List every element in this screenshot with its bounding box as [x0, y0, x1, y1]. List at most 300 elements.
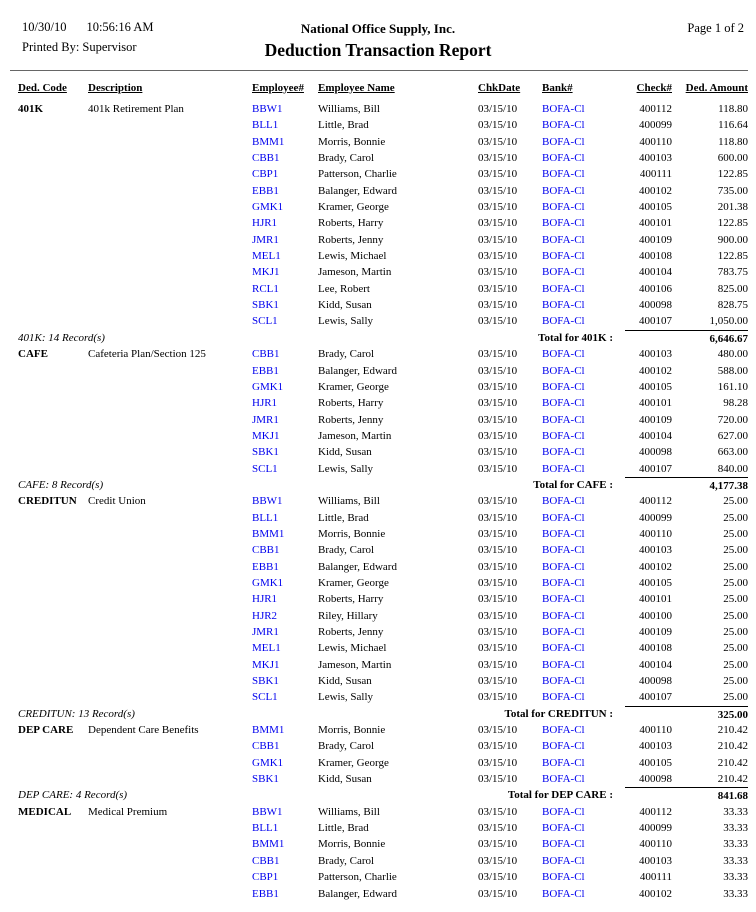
check-number-cell: 400102	[639, 887, 672, 900]
ded-code-cell	[18, 689, 88, 705]
chkdate-cell: 03/15/10	[478, 233, 518, 246]
table-row	[18, 412, 748, 428]
header-center	[0, 0, 756, 61]
employee-code-link[interactable]: BMM1	[252, 838, 285, 851]
ded-code-cell	[18, 183, 88, 199]
employee-name-cell: Kramer, George	[318, 380, 389, 393]
employee-code-link[interactable]: BLL1	[252, 119, 279, 132]
table-row	[18, 640, 748, 656]
employee-name-cell: Roberts, Harry	[318, 397, 384, 410]
check-number-cell: 400100	[639, 609, 672, 622]
bank-code-link[interactable]: BOFA-Cl	[542, 413, 585, 426]
bank-code-link[interactable]: BOFA-Cl	[542, 626, 585, 638]
employee-name-cell: Brady, Carol	[318, 740, 375, 753]
employee-code-link[interactable]: BBW1	[252, 495, 283, 508]
print-time: 10:56:16 AM	[86, 20, 154, 34]
bank-code-link[interactable]: BOFA-Cl	[542, 560, 585, 573]
printed-by: Printed By: Supervisor	[22, 40, 137, 54]
check-number-cell: 400098	[639, 773, 672, 786]
chkdate-cell: 03/15/10	[478, 805, 518, 818]
employee-name-cell: Williams, Bill	[318, 103, 380, 115]
description-cell	[88, 673, 252, 689]
description-cell	[88, 117, 252, 133]
check-number-cell: 400099	[639, 119, 672, 132]
employee-name-cell: Little, Brad	[318, 822, 369, 835]
chkdate-cell: 03/15/10	[478, 462, 518, 475]
table-row	[18, 264, 748, 280]
description-cell	[88, 542, 252, 558]
table-row	[18, 869, 748, 885]
table-row	[18, 346, 748, 362]
bank-code-link[interactable]: BOFA-Cl	[542, 544, 585, 557]
employee-name-cell: Lewis, Michael	[318, 642, 387, 655]
section-total-amount: 4,177.38	[625, 477, 748, 493]
description-cell	[88, 624, 252, 640]
employee-code-link[interactable]: SBK1	[252, 773, 279, 786]
employee-code-link[interactable]: JMR1	[252, 626, 279, 638]
check-number-cell: 400102	[639, 560, 672, 573]
bank-code-link[interactable]: BOFA-Cl	[542, 805, 585, 818]
report-title: Deduction Transaction Report	[264, 40, 492, 60]
column-header-ded-code: Ded. Code	[18, 82, 67, 94]
employee-code-link[interactable]: BMM1	[252, 135, 285, 148]
amount-cell: 118.80	[718, 135, 748, 148]
table-row	[18, 820, 748, 836]
table-row	[18, 134, 748, 150]
employee-code-link[interactable]: MEL1	[252, 642, 281, 655]
bank-code-link[interactable]: BOFA-Cl	[542, 511, 585, 524]
check-number-cell: 400111	[639, 168, 672, 181]
employee-code-link[interactable]: HJR2	[252, 609, 278, 622]
description-cell	[88, 379, 252, 395]
section-total-amount: 325.00	[625, 706, 748, 722]
employee-name-cell: Balanger, Edward	[318, 184, 397, 197]
employee-code-link[interactable]: BBW1	[252, 805, 283, 818]
chkdate-cell: 03/15/10	[478, 266, 518, 279]
check-number-cell: 400099	[639, 822, 672, 835]
amount-cell: 122.85	[717, 168, 748, 181]
ded-code-cell	[18, 836, 88, 852]
check-number-cell: 400099	[639, 511, 672, 524]
amount-cell: 210.42	[717, 756, 748, 769]
section-summary-row	[18, 330, 748, 346]
description-cell	[88, 412, 252, 428]
bank-code-link[interactable]: BOFA-Cl	[542, 446, 585, 459]
employee-name-cell: Kramer, George	[318, 576, 389, 589]
amount-cell: 210.42	[717, 724, 748, 737]
employee-name-cell: Kidd, Susan	[318, 675, 372, 688]
amount-cell: 735.00	[717, 184, 748, 197]
employee-name-cell: Lewis, Michael	[318, 250, 387, 263]
section-summary-row	[18, 787, 748, 803]
ded-code-cell	[18, 542, 88, 558]
amount-cell: 201.38	[717, 201, 748, 214]
employee-name-cell: Jameson, Martin	[318, 266, 392, 279]
amount-cell: 25.00	[723, 642, 748, 655]
check-number-cell: 400112	[639, 495, 672, 508]
check-number-cell: 400110	[639, 724, 672, 737]
ded-code-cell	[18, 166, 88, 182]
description-cell	[88, 150, 252, 166]
description-cell	[88, 461, 252, 477]
check-number-cell: 400109	[639, 413, 672, 426]
employee-code-link[interactable]: CBP1	[252, 871, 279, 884]
bank-code-link[interactable]: BOFA-Cl	[542, 168, 585, 181]
bank-code-link[interactable]: BOFA-Cl	[542, 854, 585, 867]
description-cell	[88, 281, 252, 297]
record-count-label: CAFE: 8 Record(s)	[18, 478, 104, 491]
bank-code-link[interactable]: BOFA-Cl	[542, 756, 585, 769]
chkdate-cell: 03/15/10	[478, 250, 518, 263]
ded-code-cell	[18, 444, 88, 460]
employee-code-link[interactable]: GMK1	[252, 380, 284, 393]
table-row	[18, 117, 748, 133]
employee-code-link[interactable]: MKJ1	[252, 266, 280, 279]
bank-code-link[interactable]: BOFA-Cl	[542, 201, 585, 214]
employee-name-cell: Jameson, Martin	[318, 429, 392, 442]
description-cell	[88, 869, 252, 885]
description-cell	[88, 363, 252, 379]
bank-code-link[interactable]: BOFA-Cl	[542, 233, 585, 246]
employee-name-cell: Patterson, Charlie	[318, 168, 397, 181]
table-row	[18, 281, 748, 297]
table-row	[18, 608, 748, 624]
employee-code-link[interactable]: HJR1	[252, 217, 278, 230]
check-number-cell: 400103	[639, 854, 672, 867]
check-number-cell: 400103	[639, 544, 672, 557]
description-cell	[88, 559, 252, 575]
bank-code-link[interactable]: BOFA-Cl	[542, 691, 585, 704]
record-count-label: CREDITUN: 13 Record(s)	[18, 707, 135, 720]
bank-code-link[interactable]: BOFA-Cl	[542, 576, 585, 589]
ded-code-cell	[18, 264, 88, 280]
bank-code-link[interactable]: BOFA-Cl	[542, 462, 585, 475]
employee-code-link[interactable]: JMR1	[252, 233, 279, 246]
bank-code-link[interactable]: BOFA-Cl	[542, 152, 585, 165]
chkdate-cell: 03/15/10	[478, 560, 518, 573]
chkdate-cell: 03/15/10	[478, 119, 518, 132]
table-row	[18, 232, 748, 248]
employee-code-link[interactable]: MKJ1	[252, 429, 280, 442]
employee-name-cell: Roberts, Jenny	[318, 626, 384, 638]
chkdate-cell: 03/15/10	[478, 838, 518, 851]
chkdate-cell: 03/15/10	[478, 299, 518, 312]
bank-code-link[interactable]: BOFA-Cl	[542, 838, 585, 851]
bank-code-link[interactable]: BOFA-Cl	[542, 315, 585, 328]
bank-code-link[interactable]: BOFA-Cl	[542, 266, 585, 279]
description-cell	[88, 395, 252, 411]
employee-code-link[interactable]: BLL1	[252, 511, 279, 524]
bank-code-link[interactable]: BOFA-Cl	[542, 119, 585, 132]
bank-code-link[interactable]: BOFA-Cl	[542, 217, 585, 230]
check-number-cell: 400101	[639, 593, 672, 606]
ded-code-cell	[18, 738, 88, 754]
check-number-cell: 400098	[639, 446, 672, 459]
description-cell	[88, 657, 252, 673]
bank-code-link[interactable]: BOFA-Cl	[542, 740, 585, 753]
check-number-cell: 400104	[639, 658, 672, 671]
employee-code-link[interactable]: MKJ1	[252, 658, 280, 671]
check-number-cell: 400103	[639, 348, 672, 361]
chkdate-cell: 03/15/10	[478, 756, 518, 769]
employee-name-cell: Roberts, Jenny	[318, 413, 384, 426]
column-header-chkdate: ChkDate	[478, 82, 521, 94]
amount-cell: 25.00	[723, 626, 748, 638]
chkdate-cell: 03/15/10	[478, 887, 518, 900]
bank-code-link[interactable]: BOFA-Cl	[542, 887, 585, 900]
chkdate-cell: 03/15/10	[478, 282, 518, 295]
check-number-cell: 400109	[639, 233, 672, 246]
table-row	[18, 379, 748, 395]
bank-code-link[interactable]: BOFA-Cl	[542, 822, 585, 835]
employee-name-cell: Balanger, Edward	[318, 887, 397, 900]
employee-code-link[interactable]: HJR1	[252, 397, 278, 410]
employee-code-link[interactable]: CBB1	[252, 544, 280, 557]
table-row	[18, 183, 748, 199]
description-cell: Cafeteria Plan/Section 125	[88, 348, 206, 361]
chkdate-cell: 03/15/10	[478, 135, 518, 148]
employee-code-link[interactable]: SCL1	[252, 462, 278, 475]
check-number-cell: 400110	[639, 135, 672, 148]
ded-code-cell	[18, 412, 88, 428]
amount-cell: 25.00	[723, 527, 748, 540]
bank-code-link[interactable]: BOFA-Cl	[542, 103, 585, 115]
ded-code-cell	[18, 657, 88, 673]
employee-name-cell: Lee, Robert	[318, 282, 370, 295]
employee-name-cell: Lewis, Sally	[318, 691, 373, 704]
header-rule	[10, 70, 748, 71]
chkdate-cell: 03/15/10	[478, 348, 518, 361]
ded-code-cell	[18, 771, 88, 787]
employee-code-link[interactable]: MEL1	[252, 250, 281, 263]
table-row	[18, 248, 748, 264]
bank-code-link[interactable]: BOFA-Cl	[542, 184, 585, 197]
employee-code-link[interactable]: JMR1	[252, 413, 279, 426]
employee-code-link[interactable]: BBW1	[252, 103, 283, 115]
employee-code-link[interactable]: GMK1	[252, 756, 284, 769]
ded-code-cell	[18, 134, 88, 150]
table-row	[18, 886, 748, 902]
table-row	[18, 166, 748, 182]
chkdate-cell: 03/15/10	[478, 168, 518, 181]
bank-code-link[interactable]: BOFA-Cl	[542, 348, 585, 361]
employee-code-link[interactable]: EBB1	[252, 364, 279, 377]
bank-code-link[interactable]: BOFA-Cl	[542, 397, 585, 410]
ded-code-cell	[18, 297, 88, 313]
check-number-cell: 400105	[639, 380, 672, 393]
amount-cell: 1,050.00	[709, 315, 748, 328]
ded-code-cell	[18, 591, 88, 607]
chkdate-cell: 03/15/10	[478, 397, 518, 410]
amount-cell: 480.00	[717, 348, 748, 361]
ded-code-cell	[18, 608, 88, 624]
check-number-cell: 400108	[639, 642, 672, 655]
bank-code-link[interactable]: BOFA-Cl	[542, 675, 585, 688]
employee-name-cell: Balanger, Edward	[318, 560, 397, 573]
employee-code-link[interactable]: HJR1	[252, 593, 278, 606]
description-cell	[88, 575, 252, 591]
ded-code-cell	[18, 853, 88, 869]
employee-code-link[interactable]: CBB1	[252, 348, 280, 361]
description-cell	[88, 689, 252, 705]
bank-code-link[interactable]: BOFA-Cl	[542, 773, 585, 786]
bank-code-link[interactable]: BOFA-Cl	[542, 250, 585, 263]
bank-code-link[interactable]: BOFA-Cl	[542, 429, 585, 442]
employee-code-link[interactable]: SCL1	[252, 315, 278, 328]
bank-code-link[interactable]: BOFA-Cl	[542, 658, 585, 671]
employee-code-link[interactable]: CBP1	[252, 168, 279, 181]
description-cell	[88, 853, 252, 869]
chkdate-cell: 03/15/10	[478, 626, 518, 638]
description-cell	[88, 215, 252, 231]
amount-cell: 210.42	[717, 773, 748, 786]
check-number-cell: 400109	[639, 626, 672, 638]
employee-code-link[interactable]: CBB1	[252, 152, 280, 165]
column-header-employee-name: Employee Name	[318, 82, 395, 94]
bank-code-link[interactable]: BOFA-Cl	[542, 282, 585, 295]
ded-code-cell: CAFE	[18, 348, 48, 361]
chkdate-cell: 03/15/10	[478, 184, 518, 197]
chkdate-cell: 03/15/10	[478, 217, 518, 230]
bank-code-link[interactable]: BOFA-Cl	[542, 593, 585, 606]
table-row	[18, 510, 748, 526]
table-row	[18, 673, 748, 689]
ded-code-cell	[18, 755, 88, 771]
description-cell: Dependent Care Benefits	[88, 724, 199, 737]
employee-name-cell: Roberts, Harry	[318, 217, 384, 230]
bank-code-link[interactable]: BOFA-Cl	[542, 642, 585, 655]
employee-code-link[interactable]: BMM1	[252, 724, 285, 737]
chkdate-cell: 03/15/10	[478, 724, 518, 737]
employee-code-link[interactable]: BLL1	[252, 822, 279, 835]
employee-code-link[interactable]: GMK1	[252, 201, 284, 214]
amount-cell: 663.00	[717, 446, 748, 459]
table-row	[18, 199, 748, 215]
amount-cell: 161.10	[717, 380, 748, 393]
chkdate-cell: 03/15/10	[478, 675, 518, 688]
ded-code-cell	[18, 150, 88, 166]
description-cell	[88, 755, 252, 771]
ded-code-cell: CREDITUN	[18, 495, 77, 508]
table-row	[18, 804, 748, 820]
employee-code-link[interactable]: EBB1	[252, 560, 279, 573]
check-number-cell: 400107	[639, 691, 672, 704]
bank-code-link[interactable]: BOFA-Cl	[542, 724, 585, 737]
check-number-cell: 400103	[639, 740, 672, 753]
check-number-cell: 400110	[639, 527, 672, 540]
chkdate-cell: 03/15/10	[478, 773, 518, 786]
bank-code-link[interactable]: BOFA-Cl	[542, 299, 585, 312]
chkdate-cell: 03/15/10	[478, 380, 518, 393]
ded-code-cell: MEDICAL	[18, 805, 72, 818]
amount-cell: 25.00	[723, 544, 748, 557]
description-cell	[88, 510, 252, 526]
employee-code-link[interactable]: EBB1	[252, 887, 279, 900]
table-row	[18, 559, 748, 575]
description-cell: 401k Retirement Plan	[88, 103, 184, 115]
bank-code-link[interactable]: BOFA-Cl	[542, 609, 585, 622]
employee-code-link[interactable]: SCL1	[252, 691, 278, 704]
ded-code-cell	[18, 640, 88, 656]
employee-name-cell: Brady, Carol	[318, 348, 375, 361]
bank-code-link[interactable]: BOFA-Cl	[542, 527, 585, 540]
table-row	[18, 575, 748, 591]
check-number-cell: 400104	[639, 266, 672, 279]
table-row	[18, 591, 748, 607]
table-row	[18, 755, 748, 771]
company-name: National Office Supply, Inc.	[300, 21, 456, 36]
table-row	[18, 461, 748, 477]
chkdate-cell: 03/15/10	[478, 871, 518, 884]
employee-code-link[interactable]: RCL1	[252, 282, 279, 295]
table-row	[18, 428, 748, 444]
description-cell	[88, 183, 252, 199]
section-summary-row	[18, 706, 748, 722]
amount-cell: 828.75	[717, 299, 748, 312]
section-total-label: Total for CAFE :	[533, 478, 613, 491]
employee-code-link[interactable]: CBB1	[252, 854, 280, 867]
employee-name-cell: Williams, Bill	[318, 805, 380, 818]
employee-name-cell: Little, Brad	[318, 511, 369, 524]
column-header-description: Description	[88, 82, 143, 94]
description-cell	[88, 313, 252, 329]
table-row	[18, 738, 748, 754]
ded-code-cell	[18, 363, 88, 379]
bank-code-link[interactable]: BOFA-Cl	[542, 364, 585, 377]
ded-code-cell	[18, 624, 88, 640]
bank-code-link[interactable]: BOFA-Cl	[542, 495, 585, 508]
employee-name-cell: Kramer, George	[318, 756, 389, 769]
employee-name-cell: Little, Brad	[318, 119, 369, 132]
check-number-cell: 400098	[639, 675, 672, 688]
bank-code-link[interactable]: BOFA-Cl	[542, 380, 585, 393]
bank-code-link[interactable]: BOFA-Cl	[542, 871, 585, 884]
amount-cell: 25.00	[723, 675, 748, 688]
check-number-cell: 400107	[639, 462, 672, 475]
ded-code-cell	[18, 510, 88, 526]
employee-name-cell: Jameson, Martin	[318, 658, 392, 671]
amount-cell: 33.33	[723, 822, 748, 835]
description-cell	[88, 771, 252, 787]
employee-code-link[interactable]: BMM1	[252, 527, 285, 540]
ded-code-cell	[18, 199, 88, 215]
print-date: 10/30/10	[22, 20, 67, 34]
table-row	[18, 624, 748, 640]
ded-code-cell	[18, 575, 88, 591]
check-number-cell: 400106	[639, 282, 672, 295]
employee-code-link[interactable]: EBB1	[252, 184, 279, 197]
check-number-cell: 400105	[639, 576, 672, 589]
check-number-cell: 400102	[639, 184, 672, 197]
amount-cell: 25.00	[723, 658, 748, 671]
employee-code-link[interactable]: SBK1	[252, 675, 279, 688]
employee-code-link[interactable]: CBB1	[252, 740, 280, 753]
ded-code-cell	[18, 117, 88, 133]
employee-name-cell: Williams, Bill	[318, 495, 380, 508]
employee-code-link[interactable]: GMK1	[252, 576, 284, 589]
column-header-bank-number: Bank#	[542, 82, 573, 94]
record-count-label: DEP CARE: 4 Record(s)	[18, 789, 128, 802]
chkdate-cell: 03/15/10	[478, 495, 518, 508]
bank-code-link[interactable]: BOFA-Cl	[542, 135, 585, 148]
employee-code-link[interactable]: SBK1	[252, 446, 279, 459]
ded-code-cell	[18, 526, 88, 542]
amount-cell: 588.00	[717, 364, 748, 377]
chkdate-cell: 03/15/10	[478, 642, 518, 655]
amount-cell: 25.00	[723, 576, 748, 589]
employee-code-link[interactable]: SBK1	[252, 299, 279, 312]
ded-code-cell	[18, 281, 88, 297]
